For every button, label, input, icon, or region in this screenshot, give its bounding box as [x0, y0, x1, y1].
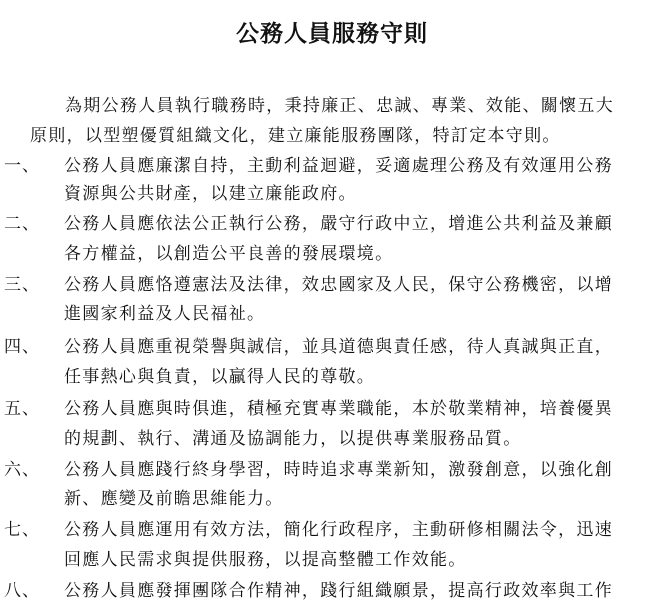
article-line: 回應人民需求與提供服務，以提高整體工作效能。	[64, 550, 467, 570]
article-number: 六、	[4, 460, 40, 480]
article-line: 各方權益，以創造公平良善的發展環境。	[64, 244, 394, 264]
article-line: 新、應變及前瞻思維能力。	[64, 489, 284, 509]
article-number: 五、	[4, 399, 40, 419]
article-line: 公務人員應運用有效方法，簡化行政程序，主動研修相關法令，迅速	[64, 520, 613, 540]
preamble-line-1: 為期公務人員執行職務時，秉持廉正、忠誠、專業、效能、關懷五大	[65, 96, 614, 116]
preamble-line-2: 原則，以型塑優質組織文化，建立廉能服務團隊，特訂定本守則。	[30, 126, 561, 146]
article-number: 七、	[4, 520, 40, 540]
article-number: 八、	[4, 581, 40, 601]
article-line: 公務人員應踐行終身學習，時時追求專業新知，激發創意，以強化創	[64, 460, 613, 480]
article-line: 公務人員應重視榮譽與誠信，並具道德與責任感，待人真誠與正直，	[64, 337, 613, 357]
article-line: 進國家利益及人民福祉。	[64, 304, 266, 324]
article-number: 一、	[4, 156, 40, 176]
article-line: 公務人員應與時俱進，積極充實專業職能，本於敬業精神，培養優異	[64, 399, 613, 419]
document-title: 公務人員服務守則	[236, 20, 428, 47]
article-line: 公務人員應恪遵憲法及法律，效忠國家及人民，保守公務機密，以增	[64, 275, 613, 295]
article-number: 四、	[4, 337, 40, 357]
article-number: 三、	[4, 275, 40, 295]
article-line: 資源與公共財產，以建立廉能政府。	[64, 184, 357, 204]
article-line: 公務人員應廉潔自持，主動利益迴避，妥適處理公務及有效運用公務	[64, 156, 613, 176]
article-line: 公務人員應發揮團隊合作精神，踐行組織願景，提高行政效率與工作	[64, 581, 613, 601]
article-line: 公務人員應依法公正執行公務，嚴守行政中立，增進公共利益及兼顧	[64, 214, 613, 234]
article-line: 的規劃、執行、溝通及協調能力，以提供專業服務品質。	[64, 429, 522, 449]
article-number: 二、	[4, 214, 40, 234]
article-line: 任事熱心與負責，以贏得人民的尊敬。	[64, 367, 376, 387]
